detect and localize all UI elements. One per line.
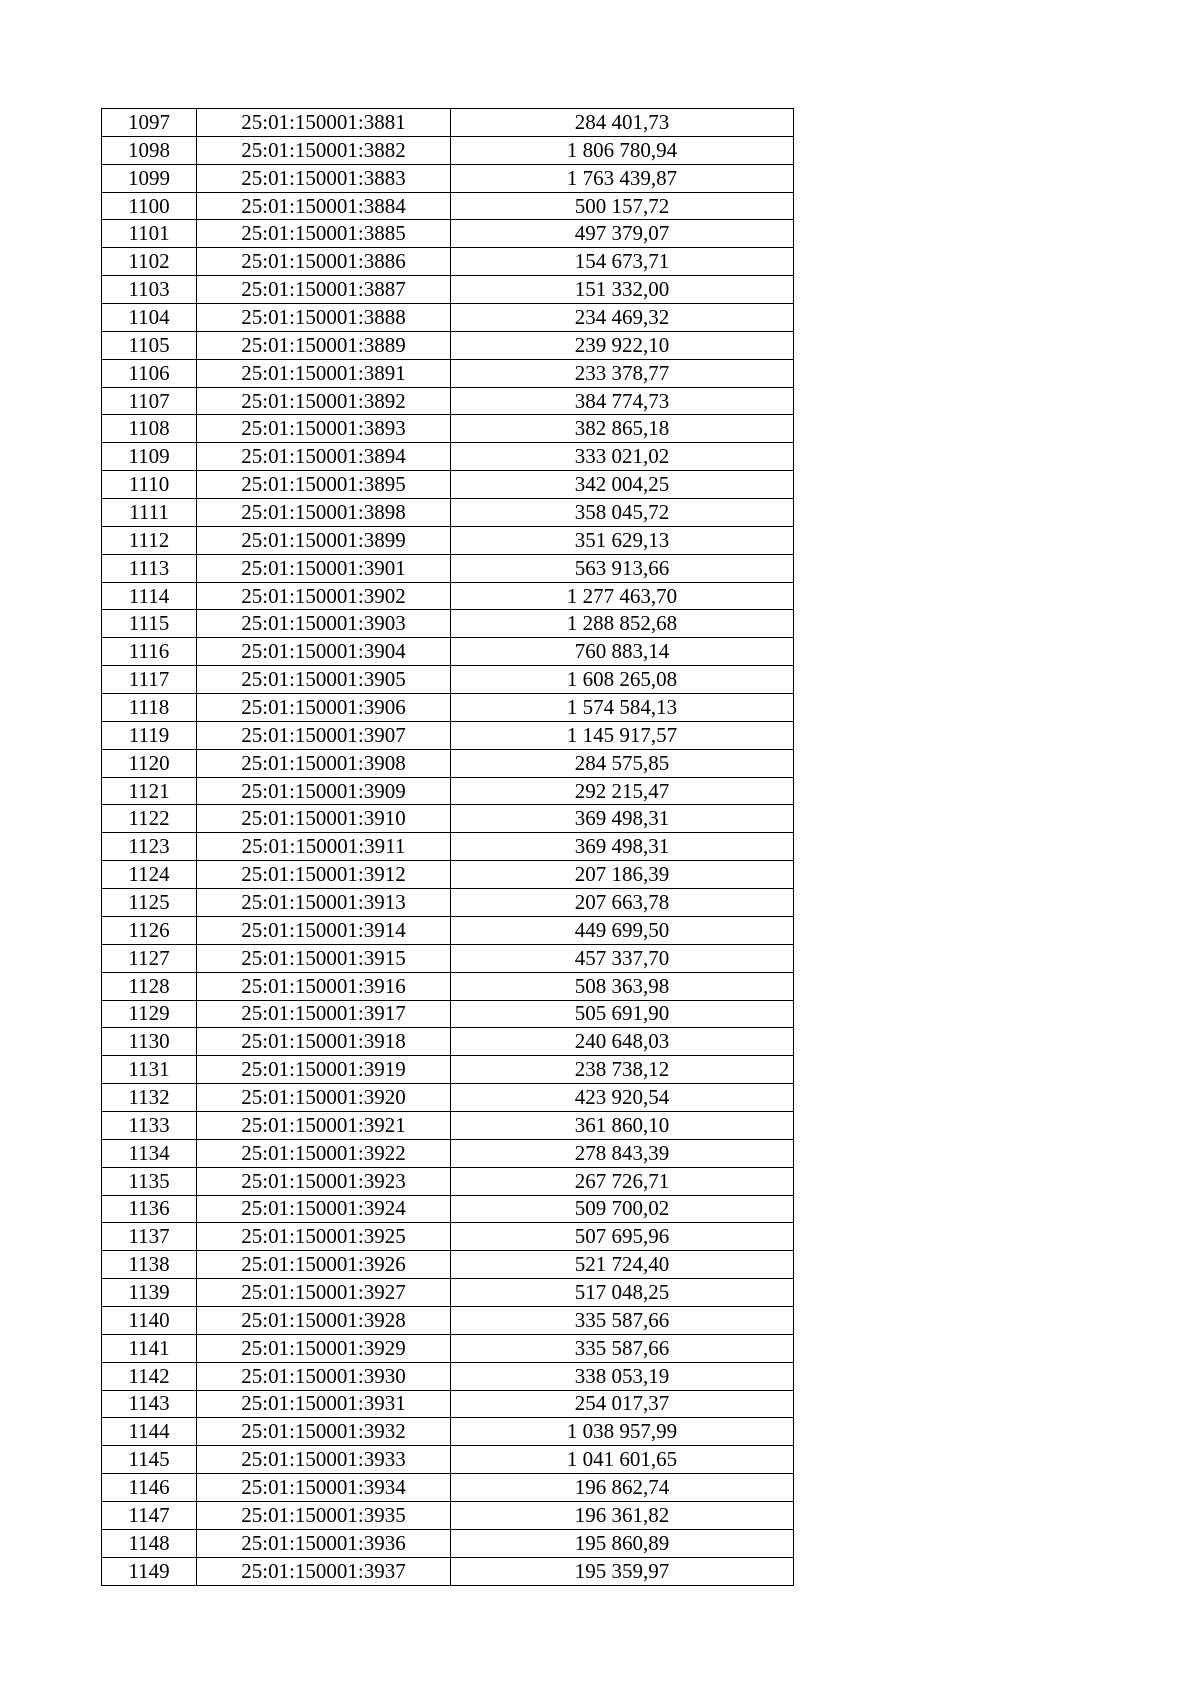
cadastral-number-cell: 25:01:150001:3908 bbox=[197, 749, 451, 777]
row-number-cell: 1123 bbox=[102, 833, 197, 861]
cadastral-number-cell: 25:01:150001:3919 bbox=[197, 1056, 451, 1084]
row-number-cell: 1121 bbox=[102, 777, 197, 805]
row-number-cell: 1109 bbox=[102, 443, 197, 471]
table-row bbox=[102, 1362, 794, 1390]
cadastral-value-cell: 517 048,25 bbox=[451, 1279, 794, 1307]
row-number-cell: 1140 bbox=[102, 1306, 197, 1334]
row-number-cell: 1114 bbox=[102, 582, 197, 610]
table-row bbox=[102, 582, 794, 610]
cadastral-number-cell: 25:01:150001:3884 bbox=[197, 192, 451, 220]
row-number-cell: 1128 bbox=[102, 972, 197, 1000]
cadastral-number-cell: 25:01:150001:3928 bbox=[197, 1306, 451, 1334]
cadastral-number-cell: 25:01:150001:3895 bbox=[197, 471, 451, 499]
cadastral-number-cell: 25:01:150001:3927 bbox=[197, 1279, 451, 1307]
cadastral-number-cell: 25:01:150001:3898 bbox=[197, 499, 451, 527]
row-number-cell: 1138 bbox=[102, 1251, 197, 1279]
cadastral-value-cell: 1 041 601,65 bbox=[451, 1446, 794, 1474]
row-number-cell: 1110 bbox=[102, 471, 197, 499]
cadastral-value-cell: 195 359,97 bbox=[451, 1557, 794, 1585]
row-number-cell: 1100 bbox=[102, 192, 197, 220]
cadastral-value-cell: 760 883,14 bbox=[451, 638, 794, 666]
table-row bbox=[102, 972, 794, 1000]
table-row bbox=[102, 1557, 794, 1585]
table-row bbox=[102, 304, 794, 332]
cadastral-number-cell: 25:01:150001:3907 bbox=[197, 721, 451, 749]
cadastral-number-cell: 25:01:150001:3923 bbox=[197, 1167, 451, 1195]
cadastral-value-cell: 207 663,78 bbox=[451, 889, 794, 917]
cadastral-value-cell: 240 648,03 bbox=[451, 1028, 794, 1056]
table-row bbox=[102, 721, 794, 749]
table-row bbox=[102, 499, 794, 527]
table-row bbox=[102, 1390, 794, 1418]
cadastral-number-cell: 25:01:150001:3920 bbox=[197, 1084, 451, 1112]
row-number-cell: 1139 bbox=[102, 1279, 197, 1307]
table-row bbox=[102, 1529, 794, 1557]
cadastral-number-cell: 25:01:150001:3881 bbox=[197, 109, 451, 137]
table-row bbox=[102, 1279, 794, 1307]
cadastral-value-cell: 457 337,70 bbox=[451, 944, 794, 972]
cadastral-value-cell: 233 378,77 bbox=[451, 359, 794, 387]
cadastral-number-cell: 25:01:150001:3909 bbox=[197, 777, 451, 805]
cadastral-value-cell: 497 379,07 bbox=[451, 220, 794, 248]
cadastral-value-cell: 284 575,85 bbox=[451, 749, 794, 777]
cadastral-number-cell: 25:01:150001:3930 bbox=[197, 1362, 451, 1390]
row-number-cell: 1125 bbox=[102, 889, 197, 917]
row-number-cell: 1130 bbox=[102, 1028, 197, 1056]
table-row bbox=[102, 1446, 794, 1474]
table-row bbox=[102, 861, 794, 889]
table-row bbox=[102, 833, 794, 861]
row-number-cell: 1129 bbox=[102, 1000, 197, 1028]
cadastral-number-cell: 25:01:150001:3924 bbox=[197, 1195, 451, 1223]
cadastral-value-cell: 507 695,96 bbox=[451, 1223, 794, 1251]
cadastral-number-cell: 25:01:150001:3882 bbox=[197, 136, 451, 164]
cadastral-value-cell: 1 806 780,94 bbox=[451, 136, 794, 164]
table-row bbox=[102, 526, 794, 554]
row-number-cell: 1146 bbox=[102, 1474, 197, 1502]
table-row bbox=[102, 415, 794, 443]
cadastral-value-cell: 1 574 584,13 bbox=[451, 694, 794, 722]
cadastral-value-cell: 196 361,82 bbox=[451, 1501, 794, 1529]
table-row bbox=[102, 443, 794, 471]
row-number-cell: 1107 bbox=[102, 387, 197, 415]
row-number-cell: 1101 bbox=[102, 220, 197, 248]
table-row bbox=[102, 1028, 794, 1056]
cadastral-value-cell: 521 724,40 bbox=[451, 1251, 794, 1279]
cadastral-number-cell: 25:01:150001:3925 bbox=[197, 1223, 451, 1251]
cadastral-value-cell: 1 277 463,70 bbox=[451, 582, 794, 610]
cadastral-value-cell: 267 726,71 bbox=[451, 1167, 794, 1195]
cadastral-number-cell: 25:01:150001:3917 bbox=[197, 1000, 451, 1028]
cadastral-number-cell: 25:01:150001:3915 bbox=[197, 944, 451, 972]
cadastral-number-cell: 25:01:150001:3889 bbox=[197, 331, 451, 359]
table-row bbox=[102, 1000, 794, 1028]
cadastral-value-cell: 384 774,73 bbox=[451, 387, 794, 415]
table-row bbox=[102, 220, 794, 248]
cadastral-value-cell: 369 498,31 bbox=[451, 805, 794, 833]
cadastral-number-cell: 25:01:150001:3922 bbox=[197, 1139, 451, 1167]
row-number-cell: 1143 bbox=[102, 1390, 197, 1418]
cadastral-value-cell: 563 913,66 bbox=[451, 554, 794, 582]
cadastral-value-cell: 154 673,71 bbox=[451, 248, 794, 276]
cadastral-number-cell: 25:01:150001:3894 bbox=[197, 443, 451, 471]
cadastral-number-cell: 25:01:150001:3912 bbox=[197, 861, 451, 889]
cadastral-value-cell: 358 045,72 bbox=[451, 499, 794, 527]
table-row bbox=[102, 1195, 794, 1223]
cadastral-number-cell: 25:01:150001:3916 bbox=[197, 972, 451, 1000]
cadastral-number-cell: 25:01:150001:3892 bbox=[197, 387, 451, 415]
table-row bbox=[102, 471, 794, 499]
table-row bbox=[102, 109, 794, 137]
table-row bbox=[102, 1306, 794, 1334]
table-row bbox=[102, 359, 794, 387]
cadastral-value-cell: 278 843,39 bbox=[451, 1139, 794, 1167]
row-number-cell: 1120 bbox=[102, 749, 197, 777]
cadastral-value-cell: 1 038 957,99 bbox=[451, 1418, 794, 1446]
cadastral-value-cell: 196 862,74 bbox=[451, 1474, 794, 1502]
cadastral-number-cell: 25:01:150001:3913 bbox=[197, 889, 451, 917]
cadastral-value-table bbox=[101, 108, 794, 1586]
table-row bbox=[102, 1251, 794, 1279]
table-row bbox=[102, 1418, 794, 1446]
row-number-cell: 1148 bbox=[102, 1529, 197, 1557]
cadastral-value-cell: 292 215,47 bbox=[451, 777, 794, 805]
row-number-cell: 1145 bbox=[102, 1446, 197, 1474]
row-number-cell: 1141 bbox=[102, 1334, 197, 1362]
row-number-cell: 1102 bbox=[102, 248, 197, 276]
row-number-cell: 1133 bbox=[102, 1111, 197, 1139]
table-row bbox=[102, 805, 794, 833]
table-row bbox=[102, 777, 794, 805]
cadastral-number-cell: 25:01:150001:3921 bbox=[197, 1111, 451, 1139]
cadastral-value-cell: 508 363,98 bbox=[451, 972, 794, 1000]
cadastral-value-cell: 500 157,72 bbox=[451, 192, 794, 220]
cadastral-value-cell: 351 629,13 bbox=[451, 526, 794, 554]
table-row bbox=[102, 1334, 794, 1362]
table-row bbox=[102, 610, 794, 638]
cadastral-value-cell: 195 860,89 bbox=[451, 1529, 794, 1557]
cadastral-value-cell: 369 498,31 bbox=[451, 833, 794, 861]
cadastral-number-cell: 25:01:150001:3905 bbox=[197, 666, 451, 694]
cadastral-value-cell: 338 053,19 bbox=[451, 1362, 794, 1390]
row-number-cell: 1112 bbox=[102, 526, 197, 554]
cadastral-number-cell: 25:01:150001:3887 bbox=[197, 276, 451, 304]
row-number-cell: 1135 bbox=[102, 1167, 197, 1195]
cadastral-number-cell: 25:01:150001:3885 bbox=[197, 220, 451, 248]
row-number-cell: 1127 bbox=[102, 944, 197, 972]
cadastral-value-cell: 1 763 439,87 bbox=[451, 164, 794, 192]
row-number-cell: 1136 bbox=[102, 1195, 197, 1223]
table-row bbox=[102, 331, 794, 359]
cadastral-number-cell: 25:01:150001:3936 bbox=[197, 1529, 451, 1557]
cadastral-number-cell: 25:01:150001:3910 bbox=[197, 805, 451, 833]
table-row bbox=[102, 1167, 794, 1195]
row-number-cell: 1108 bbox=[102, 415, 197, 443]
table-row bbox=[102, 248, 794, 276]
row-number-cell: 1105 bbox=[102, 331, 197, 359]
cadastral-number-cell: 25:01:150001:3901 bbox=[197, 554, 451, 582]
cadastral-number-cell: 25:01:150001:3893 bbox=[197, 415, 451, 443]
table-row bbox=[102, 387, 794, 415]
cadastral-value-cell: 1 145 917,57 bbox=[451, 721, 794, 749]
row-number-cell: 1113 bbox=[102, 554, 197, 582]
row-number-cell: 1115 bbox=[102, 610, 197, 638]
row-number-cell: 1137 bbox=[102, 1223, 197, 1251]
cadastral-value-cell: 207 186,39 bbox=[451, 861, 794, 889]
table-row bbox=[102, 1084, 794, 1112]
table-row bbox=[102, 916, 794, 944]
cadastral-value-cell: 335 587,66 bbox=[451, 1306, 794, 1334]
row-number-cell: 1099 bbox=[102, 164, 197, 192]
table-row bbox=[102, 1056, 794, 1084]
table-row bbox=[102, 889, 794, 917]
row-number-cell: 1098 bbox=[102, 136, 197, 164]
cadastral-value-cell: 238 738,12 bbox=[451, 1056, 794, 1084]
row-number-cell: 1147 bbox=[102, 1501, 197, 1529]
row-number-cell: 1131 bbox=[102, 1056, 197, 1084]
cadastral-value-cell: 509 700,02 bbox=[451, 1195, 794, 1223]
table-row bbox=[102, 944, 794, 972]
row-number-cell: 1119 bbox=[102, 721, 197, 749]
row-number-cell: 1118 bbox=[102, 694, 197, 722]
cadastral-number-cell: 25:01:150001:3931 bbox=[197, 1390, 451, 1418]
table-row bbox=[102, 1111, 794, 1139]
cadastral-value-cell: 151 332,00 bbox=[451, 276, 794, 304]
cadastral-value-cell: 1 608 265,08 bbox=[451, 666, 794, 694]
table-row bbox=[102, 749, 794, 777]
cadastral-value-cell: 284 401,73 bbox=[451, 109, 794, 137]
row-number-cell: 1142 bbox=[102, 1362, 197, 1390]
cadastral-value-cell: 335 587,66 bbox=[451, 1334, 794, 1362]
row-number-cell: 1126 bbox=[102, 916, 197, 944]
row-number-cell: 1106 bbox=[102, 359, 197, 387]
cadastral-number-cell: 25:01:150001:3891 bbox=[197, 359, 451, 387]
table-row bbox=[102, 192, 794, 220]
table-row bbox=[102, 1139, 794, 1167]
cadastral-number-cell: 25:01:150001:3929 bbox=[197, 1334, 451, 1362]
cadastral-value-cell: 449 699,50 bbox=[451, 916, 794, 944]
cadastral-number-cell: 25:01:150001:3888 bbox=[197, 304, 451, 332]
row-number-cell: 1103 bbox=[102, 276, 197, 304]
cadastral-number-cell: 25:01:150001:3934 bbox=[197, 1474, 451, 1502]
cadastral-number-cell: 25:01:150001:3935 bbox=[197, 1501, 451, 1529]
table-row bbox=[102, 638, 794, 666]
row-number-cell: 1134 bbox=[102, 1139, 197, 1167]
cadastral-value-cell: 423 920,54 bbox=[451, 1084, 794, 1112]
cadastral-number-cell: 25:01:150001:3914 bbox=[197, 916, 451, 944]
cadastral-number-cell: 25:01:150001:3906 bbox=[197, 694, 451, 722]
row-number-cell: 1116 bbox=[102, 638, 197, 666]
cadastral-value-cell: 333 021,02 bbox=[451, 443, 794, 471]
cadastral-number-cell: 25:01:150001:3902 bbox=[197, 582, 451, 610]
table-row bbox=[102, 1223, 794, 1251]
row-number-cell: 1111 bbox=[102, 499, 197, 527]
row-number-cell: 1144 bbox=[102, 1418, 197, 1446]
table-row bbox=[102, 694, 794, 722]
cadastral-number-cell: 25:01:150001:3937 bbox=[197, 1557, 451, 1585]
cadastral-value-cell: 361 860,10 bbox=[451, 1111, 794, 1139]
row-number-cell: 1132 bbox=[102, 1084, 197, 1112]
table-row bbox=[102, 164, 794, 192]
cadastral-value-cell: 382 865,18 bbox=[451, 415, 794, 443]
cadastral-number-cell: 25:01:150001:3926 bbox=[197, 1251, 451, 1279]
cadastral-number-cell: 25:01:150001:3918 bbox=[197, 1028, 451, 1056]
cadastral-number-cell: 25:01:150001:3911 bbox=[197, 833, 451, 861]
cadastral-number-cell: 25:01:150001:3903 bbox=[197, 610, 451, 638]
cadastral-number-cell: 25:01:150001:3904 bbox=[197, 638, 451, 666]
row-number-cell: 1117 bbox=[102, 666, 197, 694]
cadastral-number-cell: 25:01:150001:3886 bbox=[197, 248, 451, 276]
table-row bbox=[102, 1474, 794, 1502]
cadastral-value-cell: 254 017,37 bbox=[451, 1390, 794, 1418]
cadastral-value-cell: 342 004,25 bbox=[451, 471, 794, 499]
table-row bbox=[102, 666, 794, 694]
row-number-cell: 1122 bbox=[102, 805, 197, 833]
row-number-cell: 1097 bbox=[102, 109, 197, 137]
cadastral-number-cell: 25:01:150001:3883 bbox=[197, 164, 451, 192]
cadastral-value-cell: 234 469,32 bbox=[451, 304, 794, 332]
row-number-cell: 1104 bbox=[102, 304, 197, 332]
row-number-cell: 1124 bbox=[102, 861, 197, 889]
table-row bbox=[102, 136, 794, 164]
cadastral-number-cell: 25:01:150001:3899 bbox=[197, 526, 451, 554]
cadastral-number-cell: 25:01:150001:3933 bbox=[197, 1446, 451, 1474]
cadastral-value-cell: 505 691,90 bbox=[451, 1000, 794, 1028]
row-number-cell: 1149 bbox=[102, 1557, 197, 1585]
cadastral-number-cell: 25:01:150001:3932 bbox=[197, 1418, 451, 1446]
cadastral-value-cell: 239 922,10 bbox=[451, 331, 794, 359]
cadastral-value-cell: 1 288 852,68 bbox=[451, 610, 794, 638]
table-row bbox=[102, 276, 794, 304]
table-body bbox=[102, 109, 794, 1586]
table-row bbox=[102, 554, 794, 582]
table-row bbox=[102, 1501, 794, 1529]
